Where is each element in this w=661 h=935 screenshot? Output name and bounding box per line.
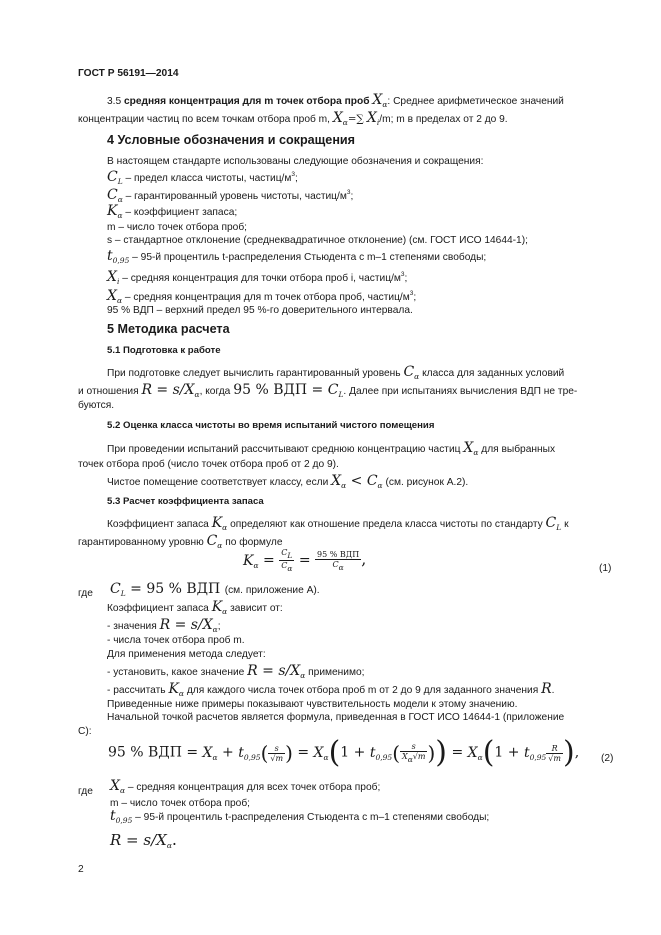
section-4-title: 4 Условные обозначения и сокращения — [107, 133, 356, 147]
symbol-item-cl: $C_L$ – предел класса чистоты, частиц/$м^3$; — [107, 169, 298, 186]
symbol-item-calpha: $C_\alpha$ – гарантированный уровень чистоты, частиц/$м^3$; — [107, 187, 354, 204]
symbol-item-xalpha: $X_\alpha$ – средняя концентрация для m точек отбора проб, частиц/$м^3$; — [107, 288, 417, 305]
definition-3-5-line1: 3.5 средняя концентрация для m точек отбора проб $X_\alpha$: Среднее арифметическое значений — [107, 92, 564, 109]
section-5-3-line10: Начальной точкой расчетов является формула, приведенная в ГОСТ ИСО 14644-1 (приложение — [107, 712, 565, 723]
page-number: 2 — [78, 864, 84, 875]
section-5-3-line2: гарантированному уровню $C_\alpha$ по формуле — [78, 533, 283, 550]
section-5-3-line1: Коэффициент запаса $K_\alpha$ определяют как отношение предела класса чистоты по стандарту $C_L$ к — [107, 515, 569, 532]
section-5-3-line3: Коэффициент запаса $K_\alpha$ зависит от: — [107, 599, 283, 616]
document-header: ГОСТ Р 56191—2014 — [78, 68, 179, 79]
section-5-3-line5: - числа точек отбора проб m. — [107, 635, 245, 646]
equation-1: $K_\alpha$ = $\frac{CL}{C\alpha}$ = $\frac{\text{95 \% ВДП}}{C\alpha}$ , — [243, 548, 367, 573]
section-5-3-line9: Приведенные ниже примеры показывают чувствительность модели к этому значению. — [107, 699, 518, 710]
where-2-line1: $X_\alpha$ – средняя концентрация для всех точек отбора проб; — [110, 778, 381, 795]
where-label-2: где — [78, 786, 93, 797]
symbol-item-s: s – стандартное отклонение (среднеквадратичное отклонение) (см. ГОСТ ИСО 14644-1); — [107, 235, 528, 246]
symbol-item-t095: $t_{0,95} - 95-й$ процентиль t-распределения Стьюдента с m–1 степенями свободы; — [107, 248, 487, 265]
where-2-line2: m – число точек отбора проб; — [110, 798, 250, 809]
section-5-2-line1: При проведении испытаний рассчитывают среднюю концентрацию частиц $X_\alpha$ для выбранных — [107, 440, 556, 457]
section-5-2-title: 5.2 Оценка класса чистоты во время испытаний чистого помещения — [107, 420, 435, 431]
equation-2: 95 % ВДП = $X_\alpha + t_{0,95}$( $\frac{s}{√m}$ ) = $X_\alpha(1 + t_{0,95}$( $\frac{s}{X\alpha√m}$ )) = $X_\alpha(1 + t_{0,95}$ $\frac{R}{√m}$ ), — [108, 735, 580, 770]
symbol-item-vdp: 95 % ВДП – верхний предел 95 %-го доверительного интервала. — [107, 305, 413, 316]
section-5-1-title: 5.1 Подготовка к работе — [107, 345, 221, 356]
where-2-line4: $R = s/X_\alpha$. — [110, 830, 178, 850]
section-5-2-line2: точек отбора проб (число точек отбора проб от 2 до 9). — [78, 459, 339, 470]
section-5-1-line2: и отношения $R = s/X_\alpha$, когда 95 % ВДП = $C_L$. Далее при испытаниях вычисления ВДП не тре- — [78, 382, 578, 399]
section-4-intro: В настоящем стандарте использованы следующие обозначения и сокращения: — [107, 156, 484, 167]
section-5-1-line1: При подготовке следует вычислить гарантированный уровень $C_\alpha$ класса для заданных условий — [107, 364, 565, 381]
section-5-2-line3: Чистое помещение соответствует классу, если $X_\alpha < C_\alpha$ (см. рисунок А.2). — [107, 473, 469, 490]
section-5-3-line7: - установить, какое значение $R = s/X_\alpha$ применимо; — [107, 663, 365, 680]
equation-2-number: (2) — [601, 753, 614, 764]
definition-3-5-line2: концентрации частиц по всем точкам отбора проб m, $X_\alpha=\sum$ $X_i/m$; m в пределах от 2 до 9. — [78, 110, 508, 127]
where-label-1: где — [78, 588, 93, 599]
symbol-item-kalpha: $K_\alpha$ – коэффициент запаса; — [107, 203, 238, 220]
symbol-item-m: m – число точек отбора проб; — [107, 222, 247, 233]
section-5-3-line4: - значения $R = s/X_\alpha$; — [107, 617, 221, 634]
section-5-3-line8: - рассчитать $K_\alpha$ для каждого числа точек отбора проб m от 2 до 9 для заданного значения R. — [107, 681, 555, 698]
section-5-3-title: 5.3 Расчет коэффициента запаса — [107, 496, 264, 507]
section-5-3-line6: Для применения метода следует: — [107, 649, 266, 660]
section-5-3-line11: С): — [78, 726, 92, 737]
symbol-item-xi: $X_i$ – средняя концентрация для точки отбора проб i, частиц/$м^3$; — [107, 269, 408, 286]
section-5-title: 5 Методика расчета — [107, 322, 230, 336]
where-2-line3: $t_{0,95} - 95-й$ процентиль t-распределения Стьюдента с m–1 степенями свободы; — [110, 808, 490, 825]
definition-term: средняя концентрация для m точек отбора проб — [124, 96, 370, 107]
where-1-line: $C_L = 95$ % ВДП (см. приложение А). — [110, 581, 320, 598]
equation-1-number: (1) — [599, 563, 612, 574]
section-5-1-line3: буются. — [78, 400, 115, 411]
